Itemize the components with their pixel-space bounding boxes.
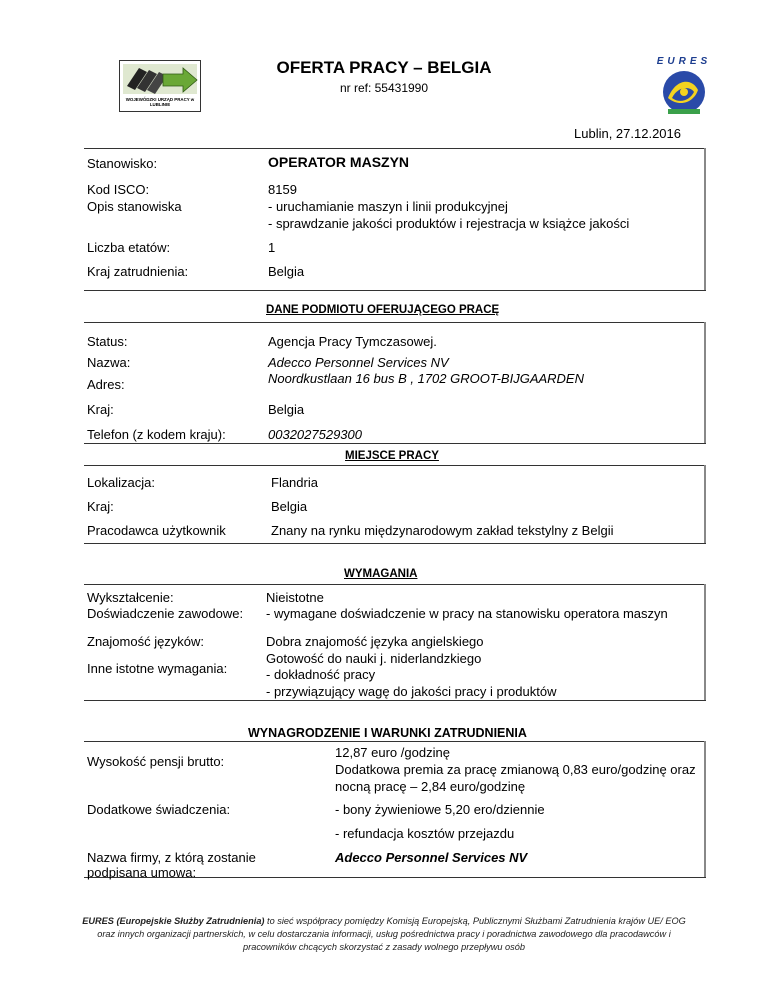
firma-value: Adecco Personnel Services NV [335, 850, 528, 865]
stanowisko-value: OPERATOR MASZYN [268, 154, 410, 170]
pensja-line-2: Dodatkowa premia za pracę zmianową 0,83 euro/godzinę oraz [335, 762, 696, 777]
firma-label-2: podpisana umowa: [87, 865, 197, 880]
jezyki-line-2: Gotowość do nauki j. niderlandzkiego [266, 651, 482, 666]
pracodawca-label: Pracodawca użytkownik [87, 523, 226, 538]
employer-kraj-value: Belgia [268, 402, 305, 417]
doswiadczenie-value: - wymagane doświadczenie w pracy na stanowisku operatora maszyn [266, 606, 668, 621]
telefon-label: Telefon (z kodem kraju): [87, 427, 226, 442]
requirements-heading: WYMAGANIA [344, 568, 418, 580]
employer-kraj-label: Kraj: [87, 402, 114, 417]
swiadczenia-line-1: - bony żywieniowe 5,20 ero/dziennie [335, 802, 545, 817]
eures-logo [656, 56, 712, 118]
inne-line-1: - dokładność pracy [266, 667, 376, 682]
place-date: Lublin, 27.12.2016 [574, 126, 681, 141]
doswiadczenie-label: Doświadczenie zawodowe: [87, 606, 244, 621]
swiadczenia-line-2: - refundacja kosztów przejazdu [335, 826, 515, 841]
wyksztalcenie-value: Nieistotne [266, 590, 324, 605]
nazwa-value: Adecco Personnel Services NV [268, 355, 449, 370]
lokalizacja-value: Flandria [271, 475, 318, 490]
lokalizacja-label: Lokalizacja: [87, 475, 155, 490]
telefon-value: 0032027529300 [268, 427, 362, 442]
etaty-label: Liczba etatów: [87, 240, 171, 255]
kraj-zatrudnienia-label: Kraj zatrudnienia: [87, 264, 189, 279]
jezyki-line-1: Dobra znajomość języka angielskiego [266, 634, 484, 649]
status-label: Status: [87, 334, 128, 349]
employer-heading: DANE PODMIOTU OFERUJĄCEGO PRACĘ [266, 304, 500, 316]
reference-number: nr ref: 55431990 [339, 81, 429, 95]
eures-logo-text: EURES [656, 56, 712, 67]
status-value: Agencja Pracy Tymczasowej. [268, 334, 437, 349]
salary-heading: WYNAGRODZENIE I WARUNKI ZATRUDNIENIA [248, 726, 527, 740]
wyksztalcenie-label: Wykształcenie: [87, 590, 174, 605]
opis-line-2: - sprawdzanie jakości produktów i rejestracja w książce jakości [268, 216, 630, 231]
page-title: OFERTA PRACY – BELGIA [276, 58, 492, 77]
pensja-label: Wysokość pensji brutto: [87, 754, 225, 769]
footer-line-2: oraz innych organizacji partnerskich, w celu dostarczania informacji, usług pośrednictwa pracy i poradnictwa zawodowego dla pracodawców i [97, 929, 671, 939]
isco-label: Kod ISCO: [87, 182, 150, 197]
pensja-line-1: 12,87 euro /godzinę [335, 745, 450, 760]
firma-label-1: Nazwa firmy, z którą zostanie [87, 850, 256, 865]
footer-note [40, 915, 728, 954]
opis-label: Opis stanowiska [87, 199, 182, 214]
pracodawca-value: Znany na rynku międzynarodowym zakład tekstylny z Belgii [271, 523, 614, 538]
inne-wymagania-label: Inne istotne wymagania: [87, 661, 228, 676]
isco-value: 8159 [268, 182, 297, 197]
stanowisko-label: Stanowisko: [87, 156, 158, 171]
kraj-zatrudnienia-value: Belgia [268, 264, 305, 279]
pensja-line-3: nocną pracę – 2,84 euro/godzinę [335, 779, 526, 794]
place-kraj-value: Belgia [271, 499, 308, 514]
footer-bold: EURES (Europejskie Służby Zatrudnienia) [82, 916, 265, 926]
jezyki-label: Znajomość języków: [87, 634, 205, 649]
swiadczenia-label: Dodatkowe świadczenia: [87, 802, 231, 817]
adres-value: Noordkustlaan 16 bus B , 1702 GROOT-BIJGAARDEN [268, 371, 584, 386]
opis-line-1: - uruchamianie maszyn i linii produkcyjnej [268, 199, 508, 214]
nazwa-label: Nazwa: [87, 355, 131, 370]
place-kraj-label: Kraj: [87, 499, 114, 514]
footer-line-1: to sieć współpracy pomiędzy Komisją Europejską, Publicznymi Służbami Zatrudnienia krajów UE/ EOG [264, 916, 686, 926]
inne-line-2: - przywiązujący wagę do jakości pracy i produktów [266, 684, 557, 699]
etaty-value: 1 [268, 240, 276, 255]
eures-star-icon [658, 68, 710, 116]
place-heading: MIEJSCE PRACY [345, 450, 439, 462]
adres-label: Adres: [87, 377, 125, 392]
footer-line-3: pracowników chcących skorzystać z zasady wolnego przepływu osób [243, 942, 525, 952]
wup-logo-caption: WOJEWÓDZKI URZĄD PRACY w LUBLINIE [125, 97, 195, 107]
